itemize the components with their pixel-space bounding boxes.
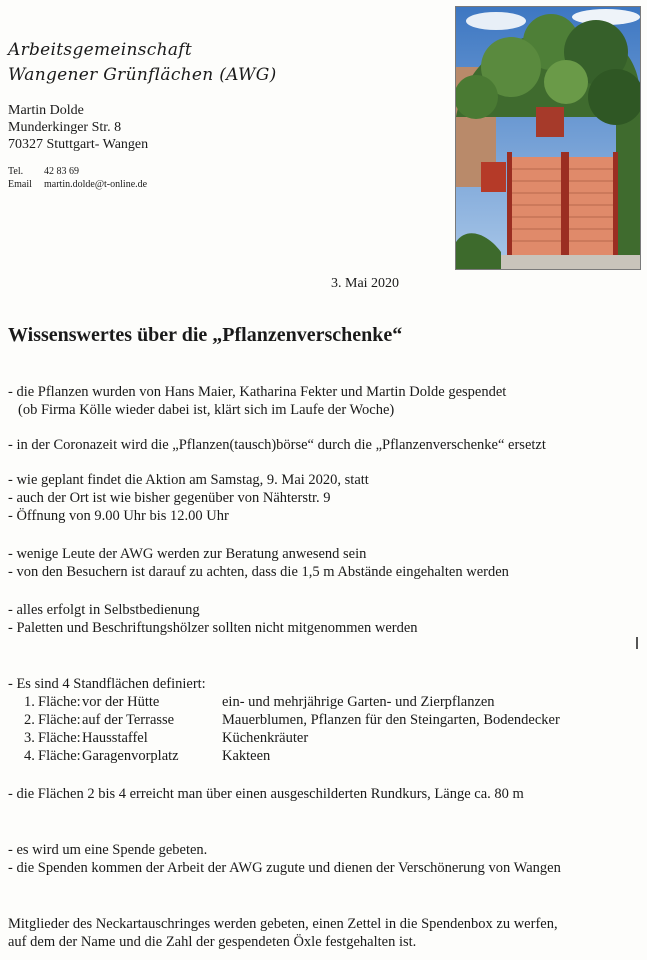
text-line: - in der Coronazeit wird die „Pflanzen(tausch)börse“ durch die „Pflanzenverschenke“ ersetzt [8, 437, 546, 453]
tel-number: 42 83 69 [44, 166, 79, 177]
area-row [8, 747, 640, 765]
contact-name: Martin Dolde [8, 103, 84, 118]
tel-label: Tel. [8, 166, 24, 177]
text-line: auf dem der Name und die Zahl der gespendeten Öxle festgehalten ist. [8, 934, 417, 950]
text-line: - wenige Leute der AWG werden zur Beratung anwesend sein [8, 546, 367, 562]
text-line: - alles erfolgt in Selbstbedienung [8, 602, 200, 618]
area-number: 1. [24, 694, 35, 710]
text-line: - Öffnung von 9.00 Uhr bis 12.00 Uhr [8, 508, 229, 524]
document-body [8, 383, 640, 951]
area-label: Fläche: [38, 730, 81, 746]
area-plants: ein- und mehrjährige Garten- und Zierpflanzen [222, 694, 495, 710]
area-location: Garagenvorplatz [82, 748, 179, 764]
area-location: auf der Terrasse [82, 712, 175, 728]
area-location: vor der Hütte [82, 694, 160, 710]
text-line: - auch der Ort ist wie bisher gegenüber von Nähterstr. 9 [8, 490, 331, 506]
text-line: (ob Firma Kölle wieder dabei ist, klärt sich im Laufe der Woche) [18, 402, 395, 418]
garden-gate-photo [455, 6, 641, 270]
area-number: 4. [24, 748, 35, 764]
area-row [8, 729, 640, 747]
text-line: Mitglieder des Neckartauschringes werden gebeten, einen Zettel in die Spendenbox zu werfen, [8, 916, 558, 932]
text-line: - es wird um eine Spende gebeten. [8, 842, 208, 858]
area-plants: Mauerblumen, Pflanzen für den Steingarten, Bodendecker [222, 712, 560, 728]
organization-name [8, 38, 277, 88]
document-date: 3. Mai 2020 [331, 276, 400, 291]
scan-mark [636, 637, 638, 649]
area-label: Fläche: [38, 748, 81, 764]
text-line: - die Spenden kommen der Arbeit der AWG zugute und dienen der Verschönerung von Wangen [8, 860, 561, 876]
area-row [8, 711, 640, 729]
text-line: - Es sind 4 Standflächen definiert: [8, 676, 206, 692]
area-row [8, 693, 640, 711]
text-line: - die Flächen 2 bis 4 erreicht man über einen ausgeschilderten Rundkurs, Länge ca. 80 m [8, 786, 524, 802]
area-label: Fläche: [38, 694, 81, 710]
area-plants: Küchenkräuter [222, 730, 309, 746]
contact-details [8, 165, 147, 191]
text-line: - Paletten und Beschriftungshölzer sollten nicht mitgenommen werden [8, 620, 418, 636]
street: Munderkinger Str. 8 [8, 120, 122, 135]
area-plants: Kakteen [222, 748, 271, 764]
area-number: 2. [24, 712, 35, 728]
email-address: martin.dolde@t-online.de [44, 179, 148, 190]
text-line: - die Pflanzen wurden von Hans Maier, Katharina Fekter und Martin Dolde gespendet [8, 384, 507, 400]
page-title: Wissenswertes über die „Pflanzenverschenke“ [8, 324, 403, 346]
address-block [8, 102, 148, 153]
area-location: Hausstaffel [82, 730, 148, 746]
city: 70327 Stuttgart- Wangen [8, 137, 149, 152]
area-number: 3. [24, 730, 35, 746]
org-line-2: Wangener Grünflächen (AWG) [8, 65, 277, 85]
text-line: - von den Besuchern ist darauf zu achten, dass die 1,5 m Abstände eingehalten werden [8, 564, 509, 580]
email-label: Email [8, 179, 32, 190]
text-line: - wie geplant findet die Aktion am Samstag, 9. Mai 2020, statt [8, 472, 369, 488]
area-label: Fläche: [38, 712, 81, 728]
org-line-1: Arbeitsgemeinschaft [8, 40, 193, 60]
